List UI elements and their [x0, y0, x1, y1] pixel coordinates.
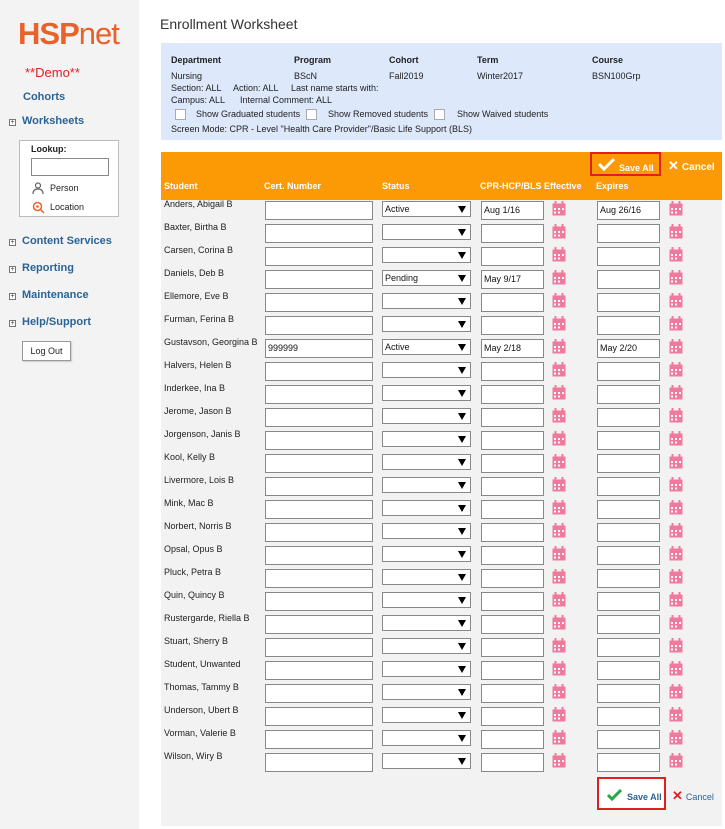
expires-date-input[interactable]	[597, 500, 660, 519]
expires-date-input[interactable]	[597, 431, 660, 450]
chevron-down-icon	[458, 620, 466, 627]
table-row	[161, 406, 722, 429]
section-filter: Section: ALL	[171, 83, 222, 93]
table-row	[161, 613, 722, 636]
chevron-down-icon	[458, 666, 466, 673]
effective-date-input[interactable]	[481, 316, 544, 335]
expires-date-input[interactable]	[597, 523, 660, 542]
status-select[interactable]	[382, 316, 471, 332]
student-name: Thomas, Tammy B	[164, 682, 239, 692]
chevron-down-icon	[458, 298, 466, 305]
cancel-label: Cancel	[681, 162, 715, 173]
course-value: BSN100Grp	[592, 71, 641, 81]
cert-number-input[interactable]	[265, 592, 373, 611]
calendar-icon[interactable]	[669, 753, 683, 768]
chevron-down-icon	[458, 505, 466, 512]
table-row	[161, 590, 722, 613]
status-select[interactable]	[382, 224, 471, 240]
expires-date-input[interactable]	[597, 316, 660, 335]
cert-number-input[interactable]	[265, 730, 373, 749]
student-name: Livermore, Lois B	[164, 475, 235, 485]
calendar-icon[interactable]	[552, 339, 566, 354]
save-all-button-top[interactable]	[590, 152, 661, 176]
chevron-down-icon	[458, 367, 466, 374]
expires-date-input[interactable]	[597, 730, 660, 749]
page-title: Enrollment Worksheet	[160, 16, 298, 32]
department-header: Department	[171, 55, 222, 65]
chevron-down-icon	[458, 689, 466, 696]
status-select[interactable]	[382, 753, 471, 769]
status-value: Active	[385, 342, 410, 352]
save-all-label: Save All	[627, 792, 662, 802]
expires-date-input[interactable]	[597, 546, 660, 565]
table-row	[161, 337, 722, 360]
cert-number-input[interactable]	[265, 454, 373, 473]
campus-filter: Campus: ALL	[171, 95, 226, 105]
student-name: Furman, Ferina B	[164, 314, 235, 324]
effective-date-input[interactable]	[481, 293, 544, 312]
cert-number-input[interactable]	[265, 247, 373, 266]
save-all-label: Save All	[619, 163, 654, 173]
table-row	[161, 636, 722, 659]
chevron-down-icon	[458, 252, 466, 259]
calendar-icon[interactable]	[669, 247, 683, 262]
effective-date-input[interactable]	[481, 224, 544, 243]
student-name: Jorgenson, Janis B	[164, 429, 241, 439]
calendar-icon[interactable]	[669, 293, 683, 308]
table-row	[161, 521, 722, 544]
student-name: Carsen, Corina B	[164, 245, 234, 255]
status-select[interactable]	[382, 247, 471, 263]
plus-box-icon[interactable]: +	[10, 293, 15, 300]
calendar-icon[interactable]	[669, 339, 683, 354]
effective-date-input[interactable]	[481, 753, 544, 772]
chevron-down-icon	[458, 436, 466, 443]
calendar-icon[interactable]	[552, 454, 566, 469]
calendar-icon[interactable]	[669, 408, 683, 423]
expires-date-input[interactable]	[597, 408, 660, 427]
student-name: Kool, Kelly B	[164, 452, 216, 462]
calendar-icon[interactable]	[552, 201, 566, 216]
lookup-panel	[19, 140, 119, 217]
chevron-down-icon	[458, 482, 466, 489]
table-row	[161, 222, 722, 245]
calendar-icon[interactable]	[669, 362, 683, 377]
sidebar	[0, 0, 139, 829]
table-row	[161, 383, 722, 406]
status-select[interactable]	[382, 730, 471, 746]
student-name: Stuart, Sherry B	[164, 636, 229, 646]
cert-number-input[interactable]: 999999	[265, 339, 373, 358]
chevron-down-icon	[458, 643, 466, 650]
effective-date-input[interactable]	[481, 730, 544, 749]
plus-box-icon[interactable]: +	[10, 239, 15, 246]
calendar-icon[interactable]	[552, 707, 566, 722]
calendar-icon[interactable]	[552, 546, 566, 561]
chevron-down-icon	[458, 459, 466, 466]
expires-date-input[interactable]	[597, 362, 660, 381]
calendar-icon[interactable]	[552, 730, 566, 745]
calendar-icon[interactable]	[552, 638, 566, 653]
calendar-icon[interactable]	[552, 592, 566, 607]
expires-date-input[interactable]	[597, 615, 660, 634]
program-value: BScN	[294, 71, 318, 81]
calendar-icon[interactable]	[552, 753, 566, 768]
cert-number-input[interactable]	[265, 661, 373, 680]
student-name: Student, Unwanted	[164, 659, 241, 669]
cohort-header: Cohort	[389, 55, 419, 65]
expires-date-input[interactable]	[597, 477, 660, 496]
effective-date-input[interactable]	[481, 546, 544, 565]
student-name: Inderkee, Ina B	[164, 383, 226, 393]
calendar-icon[interactable]	[552, 523, 566, 538]
calendar-icon[interactable]	[552, 569, 566, 584]
student-name: Underson, Ubert B	[164, 705, 239, 715]
status-select[interactable]	[382, 684, 471, 700]
cert-number-input[interactable]	[265, 316, 373, 335]
show-removed-checkbox[interactable]	[306, 109, 317, 120]
student-name: Ellemore, Eve B	[164, 291, 229, 301]
chevron-down-icon	[458, 735, 466, 742]
expires-date-input[interactable]	[597, 385, 660, 404]
lookup-input[interactable]	[31, 158, 109, 176]
table-row	[161, 360, 722, 383]
lookup-location-label: Location	[50, 202, 85, 212]
status-select[interactable]	[382, 408, 471, 424]
calendar-icon[interactable]	[669, 500, 683, 515]
student-name: Jerome, Jason B	[164, 406, 232, 416]
cert-number-input[interactable]	[265, 362, 373, 381]
cert-number-input[interactable]	[265, 270, 373, 289]
calendar-icon[interactable]	[669, 523, 683, 538]
expires-date-input[interactable]	[597, 638, 660, 657]
calendar-icon[interactable]	[552, 224, 566, 239]
term-header: Term	[477, 55, 499, 65]
check-icon	[607, 789, 622, 801]
status-value: Active	[385, 204, 410, 214]
calendar-icon[interactable]	[552, 684, 566, 699]
cert-number-input[interactable]	[265, 523, 373, 542]
program-header: Program	[294, 55, 332, 65]
calendar-icon[interactable]	[552, 615, 566, 630]
effective-date-input[interactable]	[481, 615, 544, 634]
chevron-down-icon	[458, 390, 466, 397]
table-row	[161, 567, 722, 590]
effective-date-input[interactable]	[481, 385, 544, 404]
course-header: Course	[592, 55, 624, 65]
status-select[interactable]	[382, 454, 471, 470]
calendar-icon[interactable]	[552, 385, 566, 400]
cert-number-input[interactable]	[265, 569, 373, 588]
nav-help-support[interactable]: Help/Support	[22, 316, 92, 328]
chevron-down-icon	[458, 206, 466, 213]
show-graduated-checkbox[interactable]	[175, 109, 186, 120]
student-name: Mink, Mac B	[164, 498, 214, 508]
cert-number-input[interactable]	[265, 408, 373, 427]
chevron-down-icon	[458, 758, 466, 765]
chevron-down-icon	[458, 275, 466, 282]
calendar-icon[interactable]	[552, 293, 566, 308]
effective-date-input[interactable]	[481, 362, 544, 381]
calendar-icon[interactable]	[552, 408, 566, 423]
calendar-icon[interactable]	[669, 454, 683, 469]
table-row	[161, 498, 722, 521]
calendar-icon[interactable]	[669, 431, 683, 446]
cancel-label: Cancel	[685, 792, 714, 802]
effective-date-input[interactable]: May 9/17	[481, 270, 544, 289]
calendar-icon[interactable]	[552, 247, 566, 262]
lastname-filter: Last name starts with:	[291, 83, 379, 93]
student-name: Pluck, Petra B	[164, 567, 222, 577]
expires-date-input[interactable]	[597, 707, 660, 726]
effective-date-input[interactable]	[481, 592, 544, 611]
nav-maintenance[interactable]: Maintenance	[22, 289, 89, 301]
status-select[interactable]	[382, 661, 471, 677]
calendar-icon[interactable]	[669, 385, 683, 400]
status-select[interactable]	[382, 201, 471, 217]
expires-date-input[interactable]	[597, 454, 660, 473]
col-effective: CPR-HCP/BLS Effective	[480, 181, 582, 191]
effective-date-input[interactable]	[481, 431, 544, 450]
cert-number-input[interactable]	[265, 431, 373, 450]
calendar-icon[interactable]	[669, 201, 683, 216]
cert-number-input[interactable]	[265, 546, 373, 565]
save-all-button-bottom[interactable]	[597, 777, 666, 810]
effective-date-input[interactable]	[481, 707, 544, 726]
expires-date-input[interactable]	[597, 753, 660, 772]
table-row	[161, 268, 722, 291]
person-icon	[32, 182, 44, 194]
cert-number-input[interactable]	[265, 638, 373, 657]
effective-date-input[interactable]	[481, 523, 544, 542]
student-name: Norbert, Norris B	[164, 521, 232, 531]
calendar-icon[interactable]	[552, 500, 566, 515]
plus-box-icon[interactable]: +	[10, 266, 15, 273]
student-name: Daniels, Deb B	[164, 268, 225, 278]
expires-date-input[interactable]	[597, 684, 660, 703]
calendar-icon[interactable]	[669, 684, 683, 699]
effective-date-input[interactable]	[481, 247, 544, 266]
calendar-icon[interactable]	[552, 362, 566, 377]
cert-number-input[interactable]	[265, 293, 373, 312]
effective-date-input[interactable]	[481, 408, 544, 427]
nav-reporting[interactable]: Reporting	[22, 262, 74, 274]
worksheet-info-panel	[161, 43, 722, 140]
effective-date-input[interactable]	[481, 454, 544, 473]
calendar-icon[interactable]	[669, 638, 683, 653]
status-select[interactable]	[382, 523, 471, 539]
col-cert-number: Cert. Number	[264, 181, 322, 191]
student-name: Anders, Abigail B	[164, 199, 233, 209]
chevron-down-icon	[458, 528, 466, 535]
nav-cohorts[interactable]: Cohorts	[23, 91, 66, 103]
cancel-button-top[interactable]	[668, 158, 715, 174]
student-name: Wilson, Wiry B	[164, 751, 223, 761]
demo-label: **Demo**	[25, 65, 80, 80]
table-row	[161, 291, 722, 314]
expires-date-input[interactable]	[597, 293, 660, 312]
student-name: Halvers, Helen B	[164, 360, 232, 370]
status-select[interactable]	[382, 546, 471, 562]
department-value: Nursing	[171, 71, 203, 81]
calendar-icon[interactable]	[552, 661, 566, 676]
table-row	[161, 751, 722, 774]
chevron-down-icon	[458, 712, 466, 719]
lookup-label: Lookup:	[31, 144, 67, 154]
table-row	[161, 728, 722, 751]
student-name: Opsal, Opus B	[164, 544, 223, 554]
expires-date-input[interactable]	[597, 247, 660, 266]
show-removed-label: Show Removed students	[328, 109, 429, 119]
calendar-icon[interactable]	[669, 270, 683, 285]
chevron-down-icon	[458, 413, 466, 420]
expires-date-input[interactable]: Aug 26/16	[597, 201, 660, 220]
status-select[interactable]	[382, 339, 471, 355]
hspnet-logo[interactable]: HSPnet	[18, 16, 119, 51]
student-name: Rustergarde, Riella B	[164, 613, 250, 623]
location-icon	[32, 201, 45, 214]
table-row	[161, 429, 722, 452]
action-filter: Action: ALL	[233, 83, 279, 93]
expires-date-input[interactable]	[597, 592, 660, 611]
show-graduated-label: Show Graduated students	[196, 109, 301, 119]
cert-number-input[interactable]	[265, 201, 373, 220]
chevron-down-icon	[458, 574, 466, 581]
table-row	[161, 314, 722, 337]
table-row	[161, 682, 722, 705]
calendar-icon[interactable]	[552, 431, 566, 446]
cohort-value: Fall2019	[389, 71, 424, 81]
term-value: Winter2017	[477, 71, 524, 81]
cert-number-input[interactable]	[265, 385, 373, 404]
expires-date-input[interactable]	[597, 270, 660, 289]
status-value: Pending	[385, 273, 419, 283]
expires-date-input[interactable]: May 2/20	[597, 339, 660, 358]
effective-date-input[interactable]	[481, 569, 544, 588]
x-icon: ✕	[668, 158, 679, 173]
status-select[interactable]	[382, 500, 471, 516]
table-row	[161, 544, 722, 567]
cert-number-input[interactable]	[265, 684, 373, 703]
calendar-icon[interactable]	[669, 661, 683, 676]
calendar-icon[interactable]	[669, 224, 683, 239]
cert-number-input[interactable]	[265, 500, 373, 519]
col-student: Student	[164, 181, 198, 191]
nav-worksheets[interactable]: Worksheets	[22, 115, 85, 127]
x-icon: ✕	[672, 788, 683, 803]
status-select[interactable]	[382, 385, 471, 401]
effective-date-input[interactable]	[481, 684, 544, 703]
chevron-down-icon	[458, 597, 466, 604]
calendar-icon[interactable]	[552, 270, 566, 285]
calendar-icon[interactable]	[669, 615, 683, 630]
expires-date-input[interactable]	[597, 661, 660, 680]
table-row	[161, 245, 722, 268]
effective-date-input[interactable]: Aug 1/16	[481, 201, 544, 220]
cert-number-input[interactable]	[265, 477, 373, 496]
calendar-icon[interactable]	[552, 316, 566, 331]
status-select[interactable]	[382, 477, 471, 493]
cert-number-input[interactable]	[265, 753, 373, 772]
internal-comment-filter: Internal Comment: ALL	[240, 95, 333, 105]
calendar-icon[interactable]	[669, 730, 683, 745]
chevron-down-icon	[458, 551, 466, 558]
check-icon	[598, 157, 615, 171]
status-select[interactable]	[382, 431, 471, 447]
cert-number-input[interactable]	[265, 615, 373, 634]
calendar-icon[interactable]	[669, 707, 683, 722]
table-row	[161, 705, 722, 728]
status-select[interactable]	[382, 293, 471, 309]
student-name: Quin, Quincy B	[164, 590, 225, 600]
effective-date-input[interactable]	[481, 500, 544, 519]
calendar-icon[interactable]	[669, 569, 683, 584]
calendar-icon[interactable]	[552, 477, 566, 492]
calendar-icon[interactable]	[669, 316, 683, 331]
show-waived-label: Show Waived students	[457, 109, 549, 119]
cert-number-input[interactable]	[265, 707, 373, 726]
table-row	[161, 452, 722, 475]
status-select[interactable]	[382, 592, 471, 608]
chevron-down-icon	[458, 321, 466, 328]
table-row	[161, 475, 722, 498]
nav-content-services[interactable]: Content Services	[22, 235, 112, 247]
col-expires: Expires	[596, 181, 629, 191]
status-select[interactable]	[382, 362, 471, 378]
status-select[interactable]	[382, 707, 471, 723]
calendar-icon[interactable]	[669, 477, 683, 492]
show-waived-checkbox[interactable]	[434, 109, 445, 120]
effective-date-input[interactable]	[481, 661, 544, 680]
logout-button[interactable]: Log Out	[22, 341, 71, 361]
plus-box-icon[interactable]: +	[10, 320, 15, 327]
lookup-person-label: Person	[50, 183, 79, 193]
expires-date-input[interactable]	[597, 224, 660, 243]
status-select[interactable]	[382, 638, 471, 654]
status-select[interactable]	[382, 615, 471, 631]
student-name: Baxter, Birtha B	[164, 222, 227, 232]
col-status: Status	[382, 181, 410, 191]
screen-mode: Screen Mode: CPR - Level "Health Care Provider"/Basic Life Support (BLS)	[171, 124, 473, 134]
chevron-down-icon	[458, 229, 466, 236]
table-row	[161, 659, 722, 682]
table-row	[161, 199, 722, 222]
plus-box-icon[interactable]: +	[10, 119, 15, 126]
status-select[interactable]	[382, 569, 471, 585]
student-name: Vorman, Valerie B	[164, 728, 236, 738]
calendar-icon[interactable]	[669, 592, 683, 607]
effective-date-input[interactable]	[481, 477, 544, 496]
cancel-button-bottom[interactable]	[672, 788, 714, 804]
student-name: Gustavson, Georgina B	[164, 337, 258, 347]
cert-number-input[interactable]	[265, 224, 373, 243]
effective-date-input[interactable]: May 2/18	[481, 339, 544, 358]
calendar-icon[interactable]	[669, 546, 683, 561]
effective-date-input[interactable]	[481, 638, 544, 657]
expires-date-input[interactable]	[597, 569, 660, 588]
status-select[interactable]	[382, 270, 471, 286]
chevron-down-icon	[458, 344, 466, 351]
